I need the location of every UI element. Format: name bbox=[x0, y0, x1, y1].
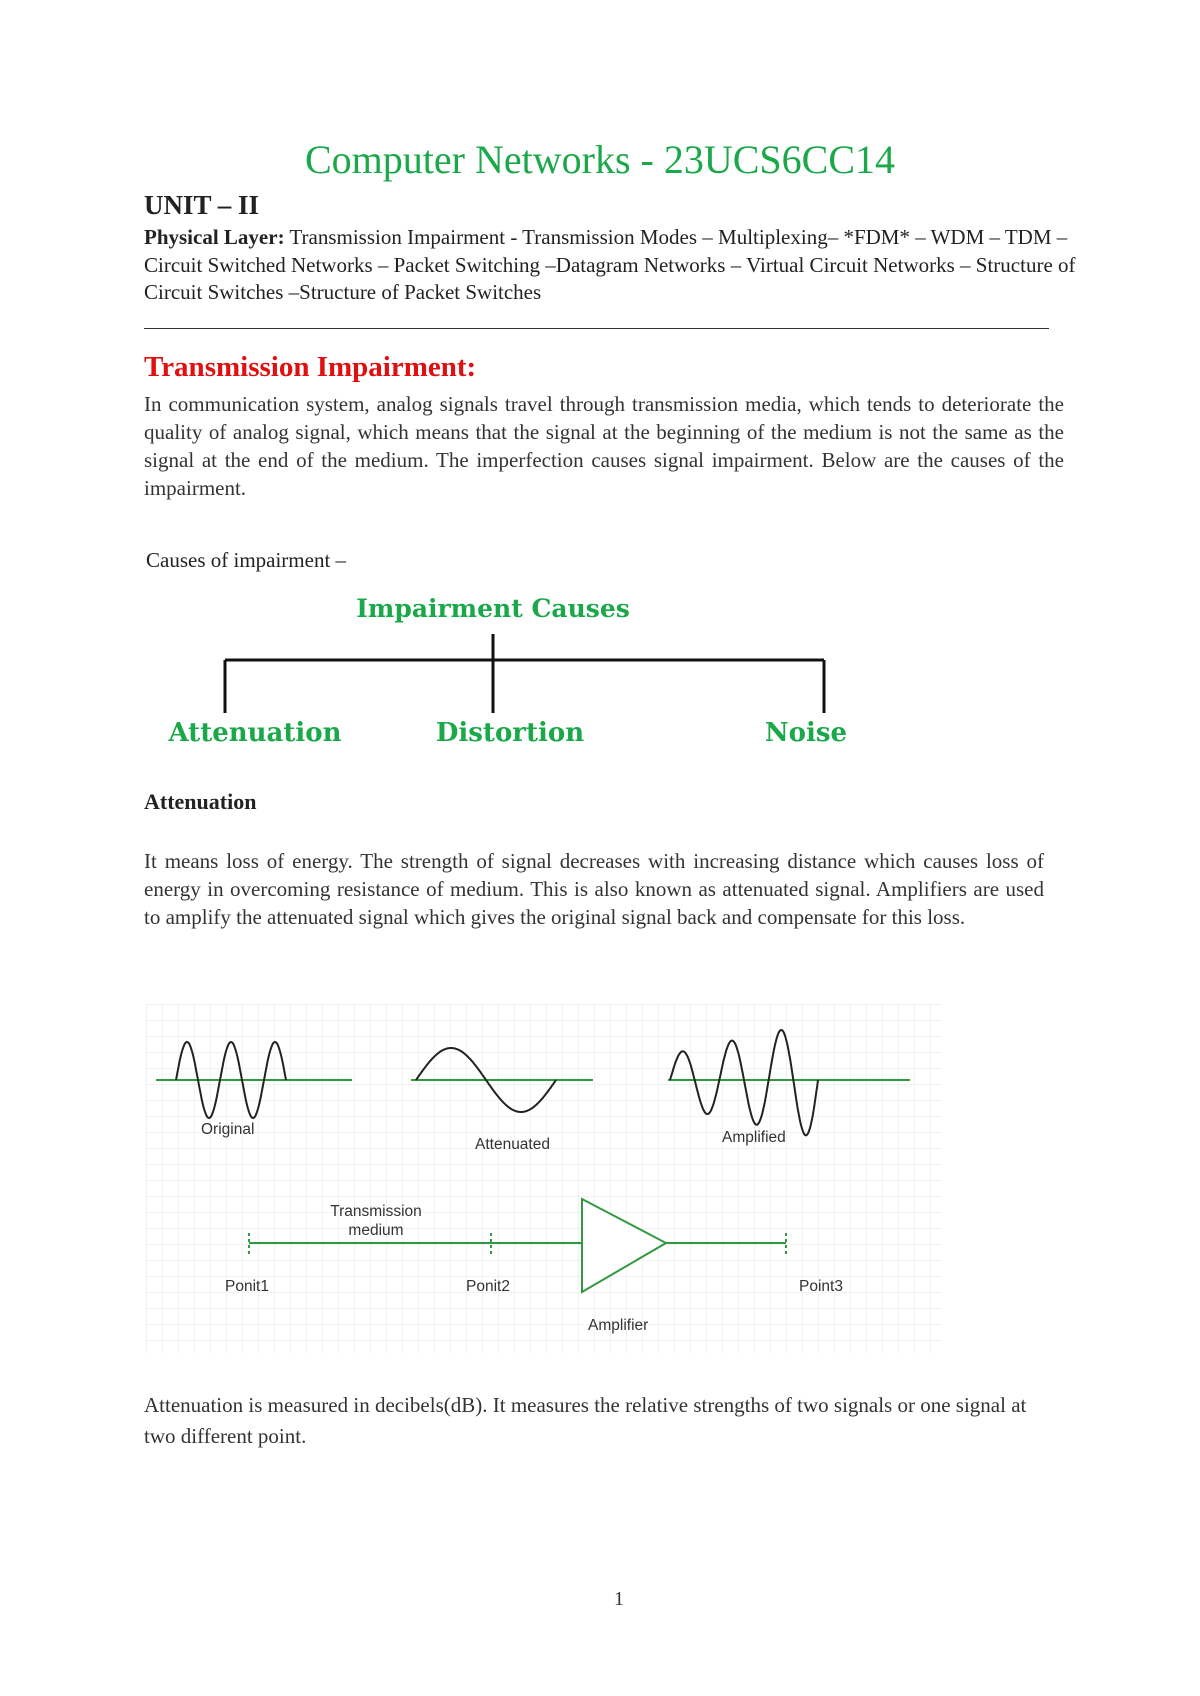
grid-background bbox=[146, 1004, 942, 1354]
document-title: Computer Networks - 23UCS6CC14 bbox=[305, 137, 895, 182]
intro-paragraph: In communication system, analog signals travel through transmission media, which tends to deteriorate the quality of analog signal, which means that the signal at the beginning of the medium is not the same as the signal at the end of the medium. The imperfection causes signal impairment. Below are the causes of the impairment. bbox=[144, 392, 1064, 500]
amplifier-label: Amplifier bbox=[588, 1317, 649, 1334]
point3-label: Point3 bbox=[799, 1278, 843, 1295]
attenuation-diagram bbox=[146, 1004, 942, 1354]
cause-attenuation: Attenuation bbox=[168, 718, 342, 748]
impairment-causes-diagram bbox=[160, 588, 880, 748]
medium-label-line2: medium bbox=[348, 1222, 404, 1239]
label-amplified: Amplified bbox=[722, 1129, 786, 1146]
cause-noise: Noise bbox=[764, 718, 848, 748]
section-heading: Transmission Impairment: bbox=[144, 351, 477, 383]
page-number: 1 bbox=[614, 1588, 624, 1610]
label-attenuated: Attenuated bbox=[475, 1136, 550, 1153]
syllabus-paragraph bbox=[144, 224, 1084, 307]
point1-label: Ponit1 bbox=[225, 1278, 269, 1295]
tree-connectors bbox=[225, 634, 824, 713]
medium-label-line1: Transmission bbox=[330, 1203, 422, 1220]
syllabus-topics: Transmission Impairment - Transmission Modes – Multiplexing– *FDM* – WDM – TDM – Circuit Switched Networks – Packet Switching –Datagram Networks – Virtual Circuit Networks – Structure of Circuit Switches –Structure of Packet Switches bbox=[144, 225, 1076, 304]
causes-label: Causes of impairment – bbox=[146, 548, 347, 572]
label-original: Original bbox=[201, 1121, 255, 1138]
decibel-paragraph: Attenuation is measured in decibels(dB). It measures the relative strengths of two signals or one signal at two different point. bbox=[144, 1393, 1027, 1448]
cause-distortion: Distortion bbox=[435, 718, 585, 748]
syllabus-label: Physical Layer: bbox=[144, 225, 285, 249]
point2-label: Ponit2 bbox=[466, 1278, 510, 1295]
attenuation-heading: Attenuation bbox=[144, 789, 257, 814]
divider-rule bbox=[144, 328, 1049, 329]
unit-heading: UNIT – II bbox=[144, 190, 260, 220]
attenuation-paragraph: It means loss of energy. The strength of signal decreases with increasing distance which causes loss of energy in overcoming resistance of medium. This is also known as attenuated signal. Amplifiers are used to amplify the attenuated signal which gives the original signal back and compensate for this loss. bbox=[144, 849, 1044, 929]
diagram-title: Impairment Causes bbox=[356, 594, 630, 623]
